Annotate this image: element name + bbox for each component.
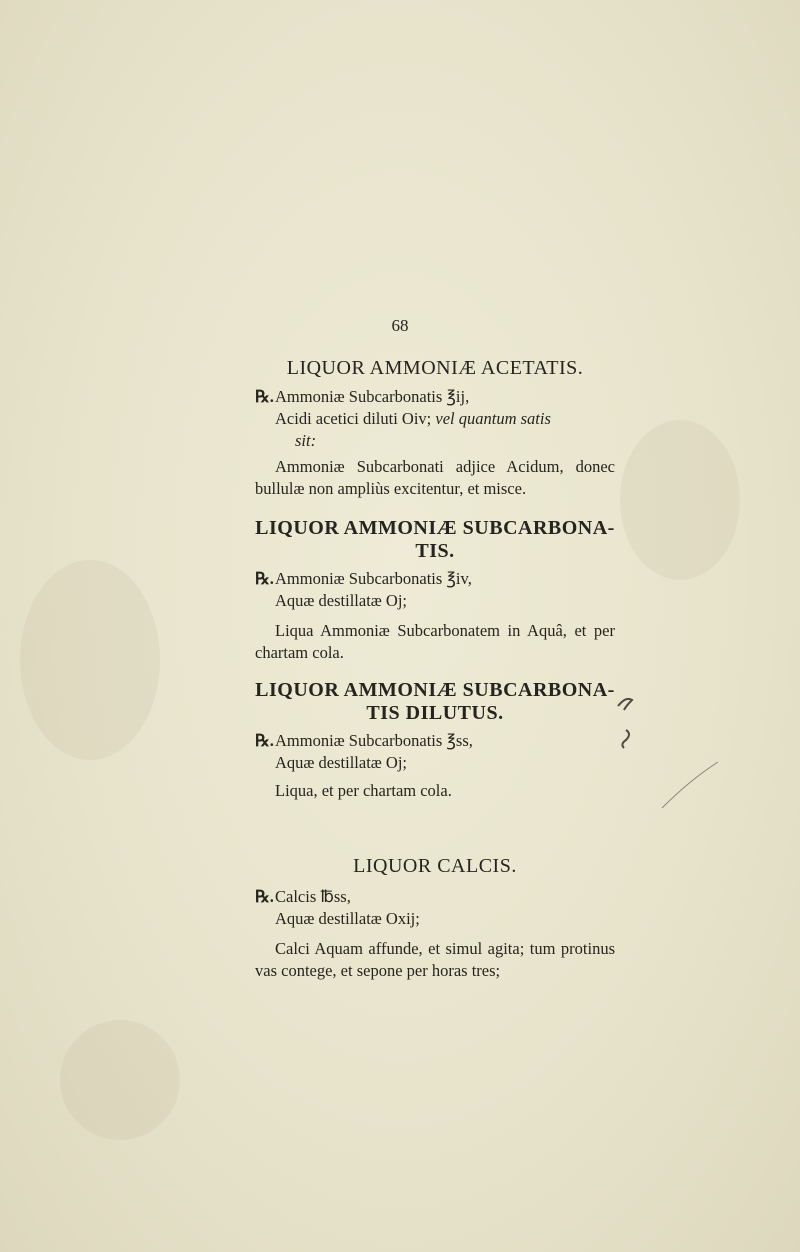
prescription — [255, 386, 615, 408]
paper-stain — [620, 420, 740, 580]
pencil-mark-icon — [660, 760, 720, 810]
recipe-symbol: ℞. — [255, 731, 274, 750]
directions: Liqua, et per chartam cola. — [275, 781, 452, 800]
section-liquor-ammoniae-acetatis — [255, 357, 615, 500]
page-number: 68 — [391, 316, 409, 335]
ingredient: Calcis ℔ss, — [275, 887, 351, 906]
directions: Ammoniæ Subcarbonati adjice Acidum, donec bullulæ non ampliùs excitentur, et misce. — [255, 457, 615, 498]
ingredient: Ammoniæ Subcarbonatis ℥ss, — [275, 731, 473, 750]
ingredient: Aquæ destillatæ Oj; — [275, 591, 407, 610]
prescription — [255, 886, 615, 908]
ingredient-note: vel quantum satis — [435, 409, 551, 428]
recipe-symbol: ℞. — [255, 387, 274, 406]
paper-stain — [60, 1020, 180, 1140]
ingredient: Ammoniæ Subcarbonatis ℥ij, — [275, 387, 470, 406]
ingredient-line — [255, 408, 615, 430]
directions: Liqua Ammoniæ Subcarbonatem in Aquâ, et per chartam cola. — [255, 621, 615, 662]
heading-line: LIQUOR AMMONIÆ SUBCARBONA- — [255, 517, 615, 539]
stray-glyph-icon — [612, 696, 642, 756]
ingredient: Acidi acetici diluti Oiv; — [275, 409, 432, 428]
recipe-symbol: ℞. — [255, 569, 274, 588]
paper-stain — [20, 560, 160, 760]
ingredient-line — [255, 430, 615, 452]
directions: Calci Aquam affunde, et simul agita; tum protinus vas contege, et sepone per horas tres; — [255, 939, 615, 980]
heading-line: TIS. — [415, 540, 455, 562]
ingredient: Aquæ destillatæ Oxij; — [275, 909, 420, 928]
prescription — [255, 730, 615, 752]
section-heading: LIQUOR CALCIS. — [353, 855, 517, 877]
ingredient: Aquæ destillatæ Oj; — [275, 753, 407, 772]
recipe-symbol: ℞. — [255, 887, 274, 906]
heading-line: TIS DILUTUS. — [366, 702, 504, 724]
heading-line: LIQUOR AMMONIÆ SUBCARBONA- — [255, 679, 615, 701]
section-heading — [255, 517, 615, 563]
section-liquor-ammoniae-subcarbonatis — [255, 517, 615, 664]
prescription — [255, 568, 615, 590]
ingredient-note: sit: — [295, 431, 317, 450]
ingredient-line — [255, 752, 615, 774]
ingredient-line — [255, 908, 615, 930]
section-liquor-calcis — [255, 855, 615, 982]
section-liquor-ammoniae-subcarbonatis-dilutus — [255, 679, 615, 802]
ingredient: Ammoniæ Subcarbonatis ℥iv, — [275, 569, 472, 588]
section-heading: LIQUOR AMMONIÆ ACETATIS. — [286, 357, 584, 379]
ingredient-line — [255, 590, 615, 612]
section-heading — [255, 679, 615, 725]
